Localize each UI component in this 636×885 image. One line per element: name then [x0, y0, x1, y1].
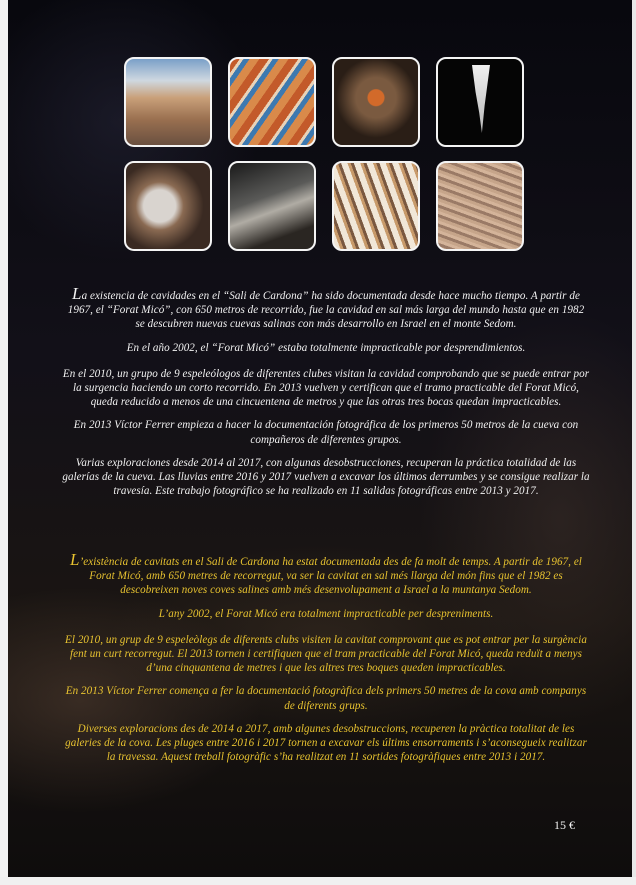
- scan-edge-left: [0, 0, 8, 885]
- spanish-paragraph-4: En 2013 Víctor Ferrer empieza a hacer la documentación fotográfica de los primeros 50 metros de la cueva con compañeros de diferentes grupos.: [73, 419, 579, 446]
- photo-grid: [124, 57, 524, 251]
- spanish-drop-cap: L: [72, 284, 82, 303]
- scan-edge-right: [632, 0, 636, 885]
- catalan-paragraph-4: En 2013 Víctor Ferrer comença a fer la documentació fotogràfica dels primers 50 metres de la cova amb companys de diferents grups.: [65, 685, 587, 712]
- catalan-paragraph-2: L’any 2002, el Forat Micó era totalment impracticable per despreniments.: [158, 607, 494, 620]
- spanish-text-block: [62, 284, 590, 507]
- spanish-paragraph-2: En el año 2002, el “Forat Micó” estaba totalmente impracticable por desprendimientos.: [126, 341, 526, 354]
- catalan-text-block: [62, 550, 590, 773]
- photo-cave-formations-caver: [124, 161, 212, 251]
- catalan-paragraph-1: [62, 550, 590, 598]
- catalan-paragraph-1-text: ’existència de cavitats en el Sali de Cardona ha estat documentada des de fa molt de temps. A partir de 1967, el Forat Micó, amb 650 metres de recorregut, va ser la cavitat en sal més llarga del món fins que el 1982 es descobreixen noves coves salines amb més desenvolupament a Israel a la muntanya Sedom.: [79, 556, 582, 597]
- spanish-paragraph-1-text: a existencia de cavidades en el “Sali de Cardona” ha sido documentada desde hace mucho tiempo. A partir de 1967, el “Forat Micó”, con 650 metros de recorrido, fue la cavidad en sal más larga del mundo hasta que en 1982 se descubren nuevas cuevas salinas con más desarrollo en Israel en el monte Sedom.: [67, 290, 585, 331]
- photo-salt-landscape: [124, 57, 212, 147]
- photo-salt-crystals: [332, 161, 420, 251]
- scan-edge-bottom: [0, 877, 636, 885]
- photo-caver-in-cave: [332, 57, 420, 147]
- catalan-paragraph-5: Diverses exploracions des de 2014 a 2017, amb algunes desobstruccions, recuperen la pràctica totalitat de les galeries de la cova. Les pluges entre 2016 i 2017 tornen a excavar els últims ensorraments i s’aconsegueix realitzar la travessa. Aquest treball fotogràfic s’ha realitzat en 11 sortides fotogràfiques entre 2013 i 2017.: [65, 722, 587, 764]
- photo-salt-banding: [228, 57, 316, 147]
- spanish-paragraph-5: Varias exploraciones desde 2014 al 2017, con algunas desobstrucciones, recuperan la práctica totalidad de las galerías de la cueva. Las lluvias entre 2016 y 2017 vuelven a excavar los últimos derrumbes y se consigue realizar la travesía. Este trabajo fotográfico se ha realizado en 11 salidas fotográficas entre 2013 y 2017.: [62, 456, 590, 498]
- catalan-drop-cap: L: [70, 550, 80, 569]
- catalan-paragraph-3: El 2010, un grup de 9 espeleòlegs de diferents clubs visiten la cavitat comprovant que es pot entrar per la surgència fent un curt recorregut. El 2013 tornen i certifiquen que el tram practicable del Forat Micó, queda reduït a menys d’una cinquantena de metres i que les altres tres boques queden impracticables.: [65, 633, 587, 675]
- spanish-paragraph-3: En el 2010, un grupo de 9 espeleólogos de diferentes clubes visitan la cavidad comprobando que se puede entrar por la surgencia haciendo un corto recorrido. En 2013 vuelven y certifican que el tramo practicable del Forat Micó, queda reducido a menos de una cincuentena de metros y que las otras tres bocas quedan impracticables.: [62, 367, 590, 409]
- photo-cave-passage-caver: [228, 161, 316, 251]
- price-label: 15 €: [554, 818, 575, 832]
- spanish-paragraph-1: [62, 284, 590, 332]
- photo-stalactite: [436, 57, 524, 147]
- photo-salt-curtain: [436, 161, 524, 251]
